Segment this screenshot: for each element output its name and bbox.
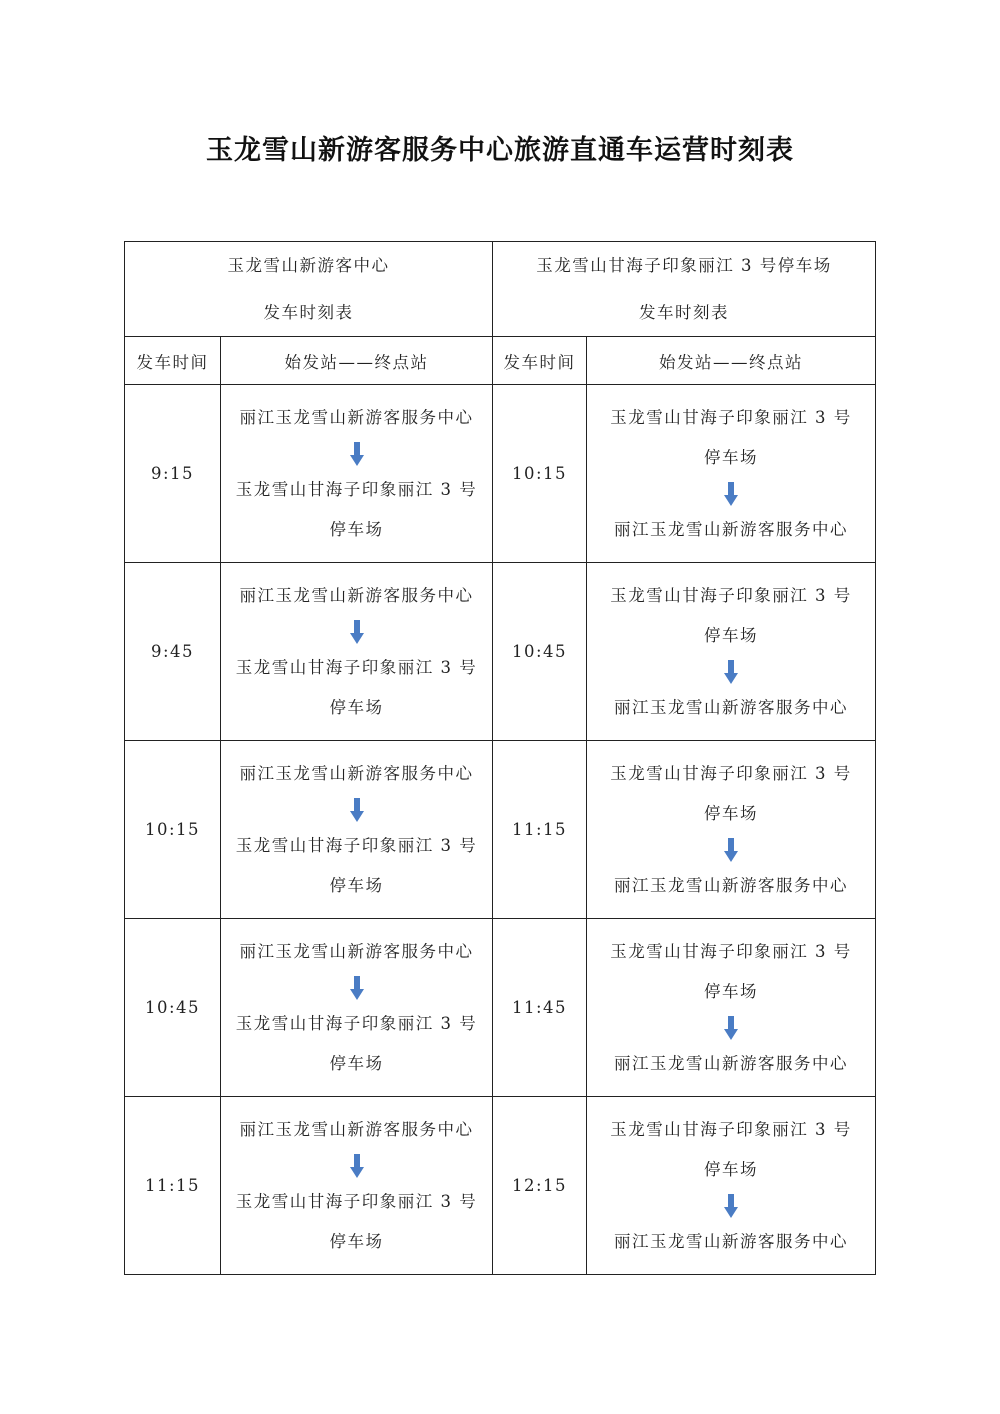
route-arrow (723, 1190, 739, 1222)
arrow-down-icon (723, 838, 739, 862)
departure-time-back: 10:45 (493, 563, 587, 741)
arrow-down-icon (723, 660, 739, 684)
route-arrow (723, 656, 739, 688)
arrow-down-icon (723, 1016, 739, 1040)
left-header-line1: 玉龙雪山新游客中心 (227, 256, 390, 275)
route-destination-line2: 停车场 (329, 697, 384, 717)
departure-time-back: 11:15 (493, 741, 587, 919)
route-origin-line1: 玉龙雪山甘海子印象丽江 3 号 (610, 1119, 852, 1139)
route-origin-line2: 停车场 (704, 1159, 758, 1179)
col-header-route-left: 始发站——终点站 (221, 337, 493, 385)
route-destination: 丽江玉龙雪山新游客服务中心 (614, 1231, 848, 1251)
route-arrow (349, 794, 365, 826)
route-destination: 丽江玉龙雪山新游客服务中心 (614, 519, 848, 539)
departure-time-out: 10:15 (125, 741, 221, 919)
route-destination: 丽江玉龙雪山新游客服务中心 (614, 1053, 848, 1073)
departure-time-back: 12:15 (493, 1097, 587, 1275)
arrow-down-icon (723, 1194, 739, 1218)
route-out-cell (221, 1097, 493, 1275)
route-destination-line1: 玉龙雪山甘海子印象丽江 3 号 (235, 835, 478, 855)
route-origin: 丽江玉龙雪山新游客服务中心 (239, 1119, 474, 1139)
route-origin-line1: 玉龙雪山甘海子印象丽江 3 号 (610, 407, 852, 427)
col-header-time-left: 发车时间 (125, 337, 221, 385)
route-origin: 丽江玉龙雪山新游客服务中心 (239, 763, 474, 783)
route-back-cell (587, 385, 876, 563)
route-origin-line2: 停车场 (704, 981, 758, 1001)
route-destination: 丽江玉龙雪山新游客服务中心 (614, 875, 848, 895)
table-row (125, 919, 876, 1097)
route-origin-line2: 停车场 (704, 803, 758, 823)
table-row (125, 1097, 876, 1275)
route-arrow (349, 972, 365, 1004)
route-destination-line1: 玉龙雪山甘海子印象丽江 3 号 (235, 1191, 478, 1211)
route-origin: 丽江玉龙雪山新游客服务中心 (239, 941, 474, 961)
route-out-cell (221, 563, 493, 741)
route-origin: 丽江玉龙雪山新游客服务中心 (239, 585, 474, 605)
route-back-cell (587, 563, 876, 741)
departure-time-out: 10:45 (125, 919, 221, 1097)
route-destination-line1: 玉龙雪山甘海子印象丽江 3 号 (235, 657, 478, 677)
departure-time-out: 9:45 (125, 563, 221, 741)
route-arrow (723, 478, 739, 510)
route-origin: 丽江玉龙雪山新游客服务中心 (239, 407, 474, 427)
route-arrow (723, 1012, 739, 1044)
schedule-table (124, 241, 876, 1275)
departure-time-back: 11:45 (493, 919, 587, 1097)
right-schedule-header (493, 242, 876, 337)
arrow-down-icon (349, 1154, 365, 1178)
route-arrow (349, 1150, 365, 1182)
route-arrow (349, 438, 365, 470)
route-destination-line2: 停车场 (329, 519, 384, 539)
departure-time-out: 11:15 (125, 1097, 221, 1275)
route-destination-line1: 玉龙雪山甘海子印象丽江 3 号 (235, 479, 478, 499)
page-title: 玉龙雪山新游客服务中心旅游直通车运营时刻表 (206, 135, 794, 166)
route-origin-line2: 停车场 (704, 625, 758, 645)
route-back-cell (587, 1097, 876, 1275)
col-header-time-right: 发车时间 (493, 337, 587, 385)
route-out-cell (221, 385, 493, 563)
arrow-down-icon (723, 482, 739, 506)
table-header-row (125, 242, 876, 337)
route-destination-line2: 停车场 (329, 875, 384, 895)
col-header-route-right: 始发站——终点站 (587, 337, 876, 385)
route-destination-line2: 停车场 (329, 1053, 384, 1073)
left-header-line2: 发车时刻表 (263, 303, 354, 322)
route-destination: 丽江玉龙雪山新游客服务中心 (614, 697, 848, 717)
route-origin-line2: 停车场 (704, 447, 758, 467)
route-destination-line1: 玉龙雪山甘海子印象丽江 3 号 (235, 1013, 478, 1033)
arrow-down-icon (349, 442, 365, 466)
arrow-down-icon (349, 620, 365, 644)
route-origin-line1: 玉龙雪山甘海子印象丽江 3 号 (610, 941, 852, 961)
route-destination-line2: 停车场 (329, 1231, 384, 1251)
route-back-cell (587, 919, 876, 1097)
route-origin-line1: 玉龙雪山甘海子印象丽江 3 号 (610, 585, 852, 605)
table-row (125, 385, 876, 563)
table-row (125, 563, 876, 741)
route-origin-line1: 玉龙雪山甘海子印象丽江 3 号 (610, 763, 852, 783)
route-arrow (349, 616, 365, 648)
route-out-cell (221, 741, 493, 919)
right-header-line2: 发车时刻表 (639, 303, 729, 322)
departure-time-back: 10:15 (493, 385, 587, 563)
route-arrow (723, 834, 739, 866)
table-row (125, 741, 876, 919)
left-schedule-header (125, 242, 493, 337)
arrow-down-icon (349, 798, 365, 822)
right-header-line1: 玉龙雪山甘海子印象丽江 3 号停车场 (536, 256, 832, 275)
column-header-row (125, 337, 876, 385)
departure-time-out: 9:15 (125, 385, 221, 563)
route-out-cell (221, 919, 493, 1097)
arrow-down-icon (349, 976, 365, 1000)
route-back-cell (587, 741, 876, 919)
